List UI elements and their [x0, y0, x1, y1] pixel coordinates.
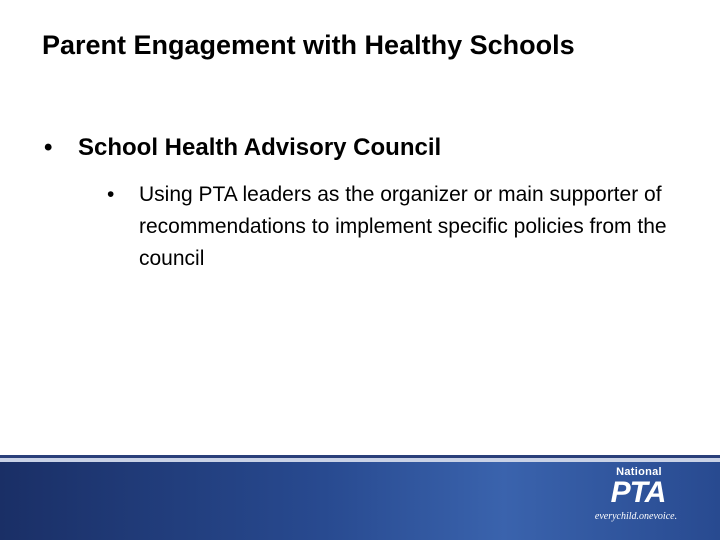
- bullet-marker: •: [44, 134, 53, 161]
- bullet-level-1: [44, 134, 441, 162]
- bullet-text: School Health Advisory Council: [78, 134, 442, 161]
- sub-bullet-text: Using PTA leaders as the organizer or main supporter of recommendations to implement specific policies from the council: [139, 183, 667, 270]
- logo-pta-text: PTA: [610, 476, 666, 509]
- slide-title: Parent Engagement with Healthy Schools: [42, 30, 575, 60]
- national-pta-logo: [584, 466, 688, 530]
- logo-national-text: National: [616, 466, 662, 478]
- sub-bullet-marker: •: [107, 183, 115, 206]
- logo-tagline: everychild.onevoice.: [594, 511, 678, 522]
- bullet-level-2: [107, 179, 667, 275]
